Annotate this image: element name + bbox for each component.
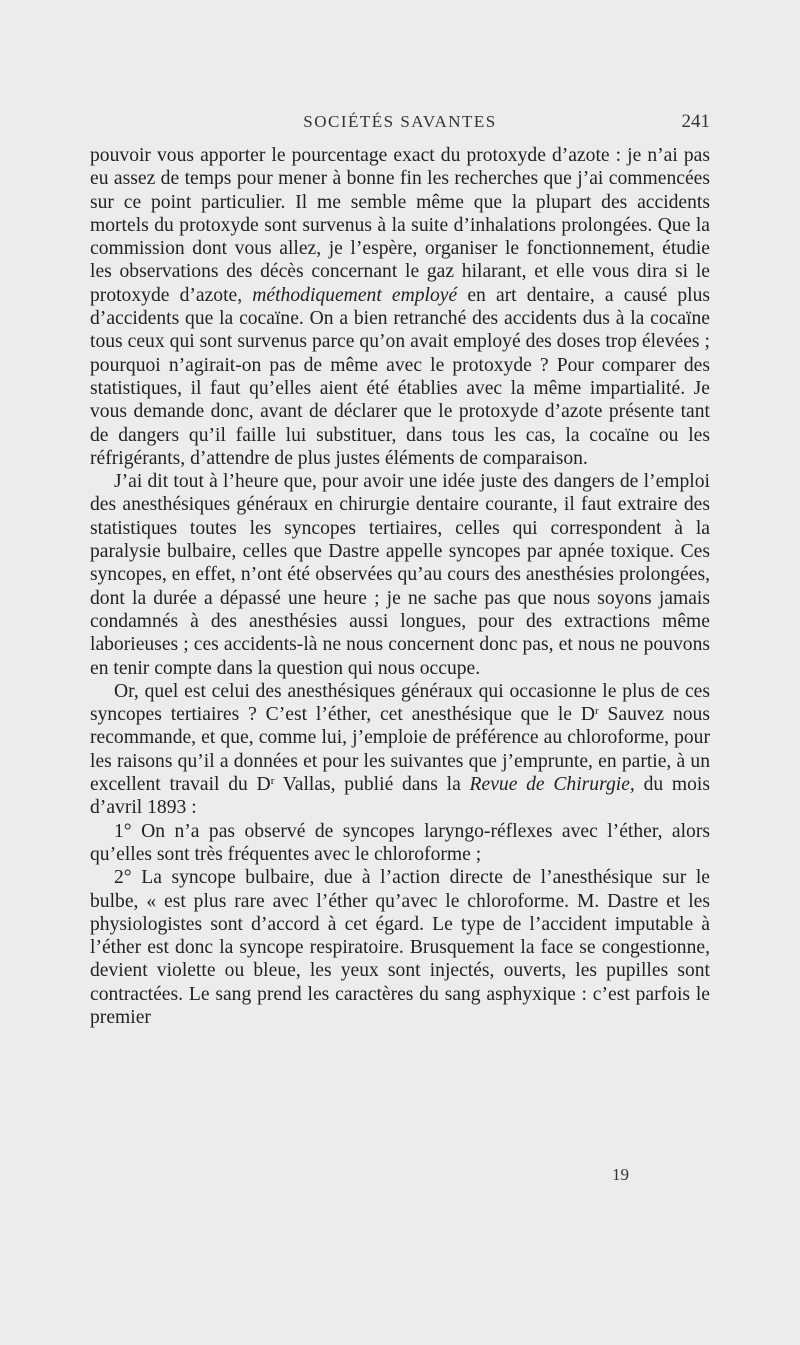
body-text: [90, 144, 710, 1029]
paragraph-3-superscript-1: r: [594, 705, 599, 718]
running-head: [90, 112, 710, 136]
paragraph-5: 2° La syncope bulbaire, due à l’action directe de l’anesthésique sur le bulbe, « est plus rare avec l’éther qu’avec le chloroforme. M. Dastre et les physiologistes sont d’accord à cet égard. Le type de l’accident imputable à l’éther est donc la syncope respiratoire. Brusquement la face se congestionne, devient violette ou bleue, les yeux sont injectés, ouverts, les pupilles sont contractées. Le sang prend les caractères du sang asphyxique : c’est parfois le premier: [90, 867, 710, 1028]
signature-mark: 19: [612, 1165, 629, 1184]
paragraph-1-text-a: pouvoir vous apporter le pourcentage exact du protoxyde d’azote : je n’ai pas eu assez de temps pour mener à bonne fin les recherches que j’ai commencées sur ce point particulier. Il me semble même que la plupart des accidents mortels du protoxyde sont survenus à la suite d’inhalations prolongées. Que la commission dont vous allez, je l’espère, organiser le fonctionnement, étudie les observations des décès concernant le gaz hilarant, et elle vous dira si le protoxyde d’azote,: [90, 145, 710, 306]
paragraph-1: [90, 144, 710, 470]
page-number: 241: [681, 111, 710, 132]
paragraph-3-text-d: du mois d’avril 1893 :: [90, 774, 710, 819]
paragraph-1-italic: méthodiquement employé: [252, 284, 458, 306]
paragraph-3-superscript-2: r: [270, 775, 275, 788]
paragraph-3-text-c: Vallas, publié dans la: [274, 774, 470, 796]
running-title: SOCIÉTÉS SAVANTES: [303, 112, 497, 131]
paragraph-1-text-b: en art dentaire, a causé plus d’accidents que la cocaïne. On a bien retranché des accidents dus à la cocaïne tous ceux qui sont survenus parce qu’on avait employé des doses trop élevées ; pourquoi n’agirait-on pas de même avec le protoxyde ? Pour comparer des statistiques, il faut qu’elles aient été établies avec la même impartialité. Je vous demande donc, avant de déclarer que le protoxyde d’azote présente tant de dangers qu’il faille lui substituer, dans tous les cas, la cocaïne ou les réfrigérants, d’attendre de plus justes éléments de comparaison.: [90, 284, 710, 469]
paragraph-3-italic: Revue de Chirurgie,: [469, 774, 635, 796]
paragraph-2: J’ai dit tout à l’heure que, pour avoir une idée juste des dangers de l’emploi des anesthésiques généraux en chirurgie dentaire courante, il faut extraire des statistiques toutes les syncopes tertiaires, celles qui correspondent à la paralysie bulbaire, celles que Dastre appelle syncopes par apnée toxique. Ces syncopes, en effet, n’ont été observées qu’au cours des anesthésies prolongées, dont la durée a dépassé une heure ; je ne sache pas que nous soyons jamais condamnés à des anesthésies aussi longues, pour des extractions même laborieuses ; ces accidents-là ne nous concernent donc pas, et nous ne pouvons en tenir compte dans la question qui nous occupe.: [90, 471, 710, 679]
paragraph-3-text-b: Sauvez nous recommande, et que, comme lui, j’emploie de préférence au chloroforme, pour les raisons qu’il a données et pour les suivantes que j’emprunte, en partie, à un excellent travail du D: [90, 704, 710, 796]
paragraph-4: 1° On n’a pas observé de syncopes laryngo-réflexes avec l’éther, alors qu’elles sont très fréquentes avec le chloroforme ;: [90, 820, 710, 865]
paragraph-3: [90, 680, 710, 820]
paragraph-3-text-a: Or, quel est celui des anesthésiques généraux qui occasionne le plus de ces syncopes tertiaires ? C’est l’éther, cet anesthésique que le D: [90, 680, 710, 726]
